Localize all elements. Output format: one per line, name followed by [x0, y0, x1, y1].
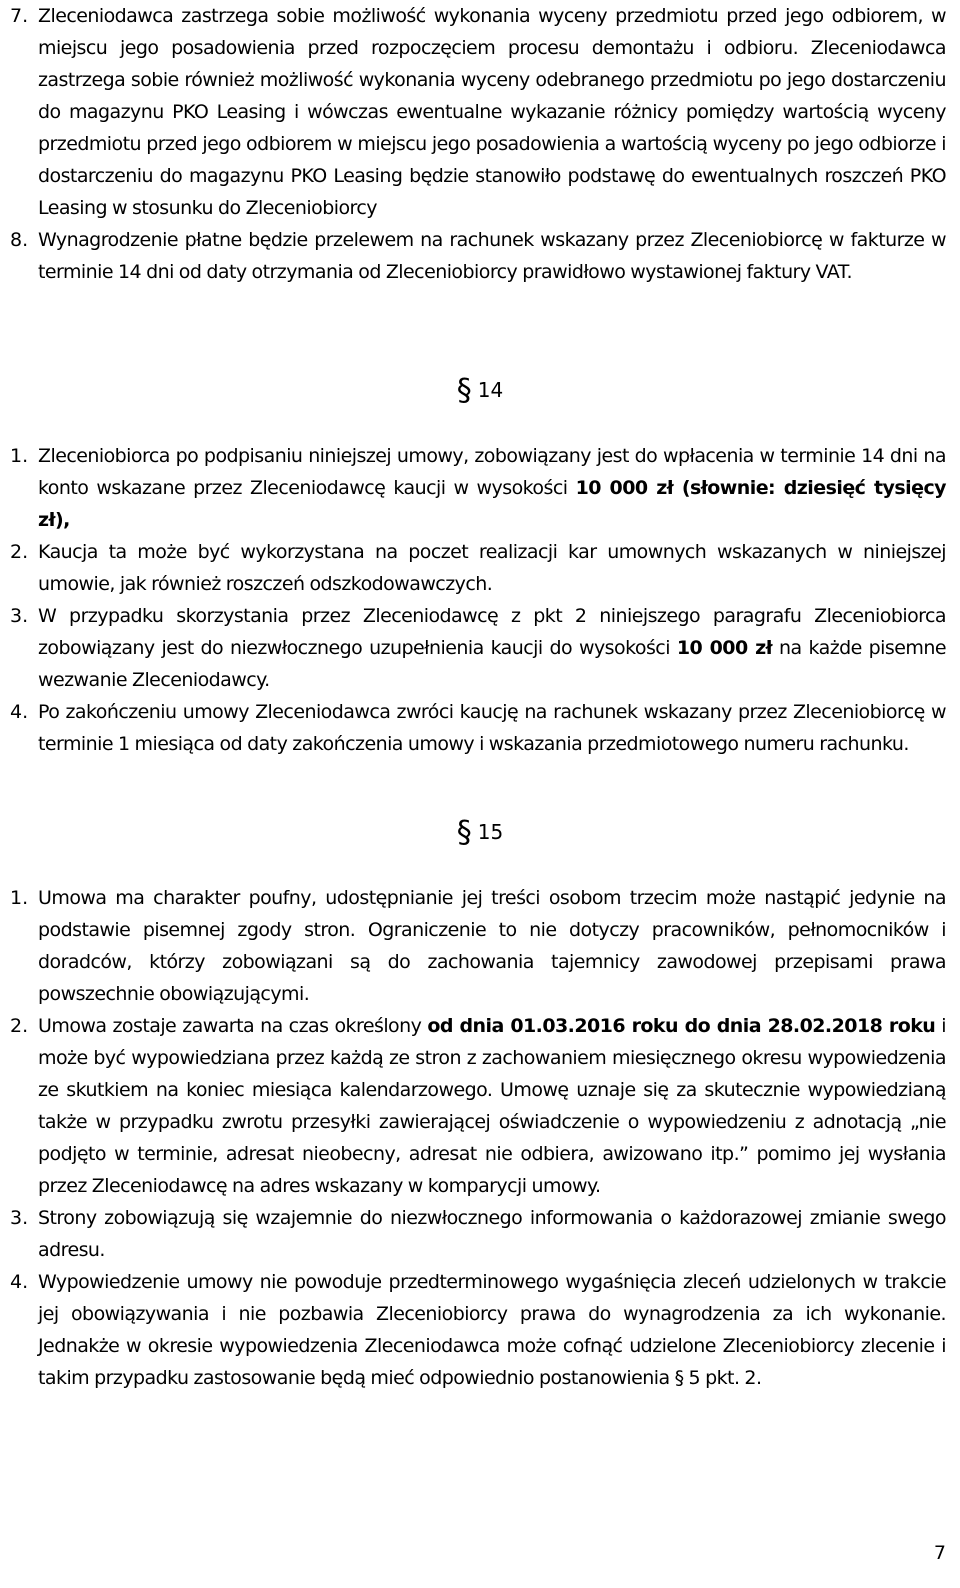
- section-number: 14: [477, 378, 504, 402]
- list-item: [0, 1010, 960, 1202]
- section-15-list: [0, 882, 960, 1394]
- section-14-list: [0, 440, 960, 760]
- list-item: [0, 1202, 960, 1266]
- item-text: Wypowiedzenie umowy nie powoduje przedterminowego wygaśnięcia zleceń udzielonych w trakcie jej obowiązywania i nie pozbawia Zleceniobiorcy prawa do wynagrodzenia za ich wykonanie. Jednakże w okresie wypowiedzenia Zleceniodawca może cofnąć udzielone Zleceniobiorcy zlecenie i takim przypadku zastosowanie będą mieć odpowiednio postanowienia § 5 pkt. 2.: [38, 1271, 946, 1389]
- list-item: [0, 696, 960, 760]
- list-item: [0, 0, 960, 224]
- item-text: Kaucja ta może być wykorzystana na poczet realizacji kar umownych wskazanych w niniejszej umowie, jak również roszczeń odszkodowawczych.: [38, 541, 946, 595]
- bold-term-dates: od dnia 01.03.2016 roku do dnia 28.02.2018 roku: [427, 1015, 936, 1037]
- section-symbol: §: [456, 815, 472, 850]
- item-text: W przypadku skorzystania przez Zleceniodawcę z pkt 2 niniejszego paragrafu Zleceniobiorca zobowiązany jest do niezwłocznego uzupełnienia kaucji do wysokości 10 000 zł na każde pisemne wezwanie Zleceniodawcy.: [38, 605, 946, 691]
- item-text: Umowa ma charakter poufny, udostępnianie jej treści osobom trzecim może nastąpić jedynie na podstawie pisemnej zgody stron. Ograniczenie to nie dotyczy pracowników, pełnomocników i doradców, którzy zobowiązani są do zachowania tajemnicy zawodowej przepisami prawa powszechnie obowiązującymi.: [38, 887, 946, 1005]
- item-number: 1.: [10, 887, 29, 909]
- item-number: 2.: [10, 541, 29, 563]
- item-text: Wynagrodzenie płatne będzie przelewem na rachunek wskazany przez Zleceniobiorcę w fakturze w terminie 14 dni od daty otrzymania od Zleceniobiorcy prawidłowo wystawionej faktury VAT.: [38, 229, 946, 283]
- list-item: [0, 224, 960, 288]
- list-item: [0, 440, 960, 536]
- item-text: Zleceniobiorca po podpisaniu niniejszej umowy, zobowiązany jest do wpłacenia w terminie 14 dni na konto wskazane przez Zleceniodawcę kaucji w wysokości 10 000 zł (słownie: dziesięć tysięcy zł),: [38, 445, 946, 531]
- item-number: 7.: [10, 5, 29, 27]
- list-item: [0, 1266, 960, 1394]
- item-text: Po zakończeniu umowy Zleceniodawca zwróci kaucję na rachunek wskazany przez Zleceniobiorcę w terminie 1 miesiąca od daty zakończenia umowy i wskazania przedmiotowego numeru rachunku.: [38, 701, 946, 755]
- list-item: [0, 882, 960, 1010]
- item-number: 8.: [10, 229, 29, 251]
- section-15-heading: [0, 816, 960, 849]
- item-number: 3.: [10, 1207, 29, 1229]
- bold-amount: 10 000 zł (słownie: dziesięć tysięcy zł),: [38, 477, 946, 531]
- list-item: [0, 536, 960, 600]
- section-number: 15: [477, 820, 504, 844]
- item-number: 2.: [10, 1015, 29, 1037]
- item-text: Zleceniodawca zastrzega sobie możliwość wykonania wyceny przedmiotu przed jego odbiorem, w miejscu jego posadowienia przed rozpoczęciem procesu demontażu i odbioru. Zleceniodawca zastrzega sobie również możliwość wykonania wyceny odebranego przedmiotu po jego dostarczeniu do magazynu PKO Leasing i wówczas ewentualne wykazanie różnicy pomiędzy wartością wyceny przedmiotu przed jego odbiorem w miejscu jego posadowienia a wartością wyceny po jego odbiorze i dostarczeniu do magazynu PKO Leasing będzie stanowiło podstawę do ewentualnych roszczeń PKO Leasing w stosunku do Zleceniobiorcy: [38, 5, 946, 219]
- bold-amount: 10 000 zł: [676, 637, 773, 659]
- section-14-heading: [0, 374, 960, 407]
- item-text: Umowa zostaje zawarta na czas określony od dnia 01.03.2016 roku do dnia 28.02.2018 roku i może być wypowiedziana przez każdą ze stron z zachowaniem miesięcznego okresu wypowiedzenia ze skutkiem na koniec miesiąca kalendarzowego. Umowę uznaje się za skutecznie wypowiedzianą także w przypadku zwrotu przesyłki zawierającej oświadczenie o wypowiedzeniu z adnotacją „nie podjęto w terminie, adresat nieobecny, adresat nie odbiera, awizowano itp.” pomimo jej wysłania przez Zleceniodawcę na adres wskazany w komparycji umowy.: [38, 1015, 947, 1197]
- section-symbol: §: [456, 373, 472, 408]
- page-number: 7: [933, 1542, 946, 1564]
- item-number: 4.: [10, 1271, 29, 1293]
- list-item: [0, 600, 960, 696]
- previous-section-list: [0, 0, 960, 288]
- item-number: 1.: [10, 445, 29, 467]
- item-number: 3.: [10, 605, 29, 627]
- item-text: Strony zobowiązują się wzajemnie do niezwłocznego informowania o każdorazowej zmianie swego adresu.: [38, 1207, 946, 1261]
- item-number: 4.: [10, 701, 29, 723]
